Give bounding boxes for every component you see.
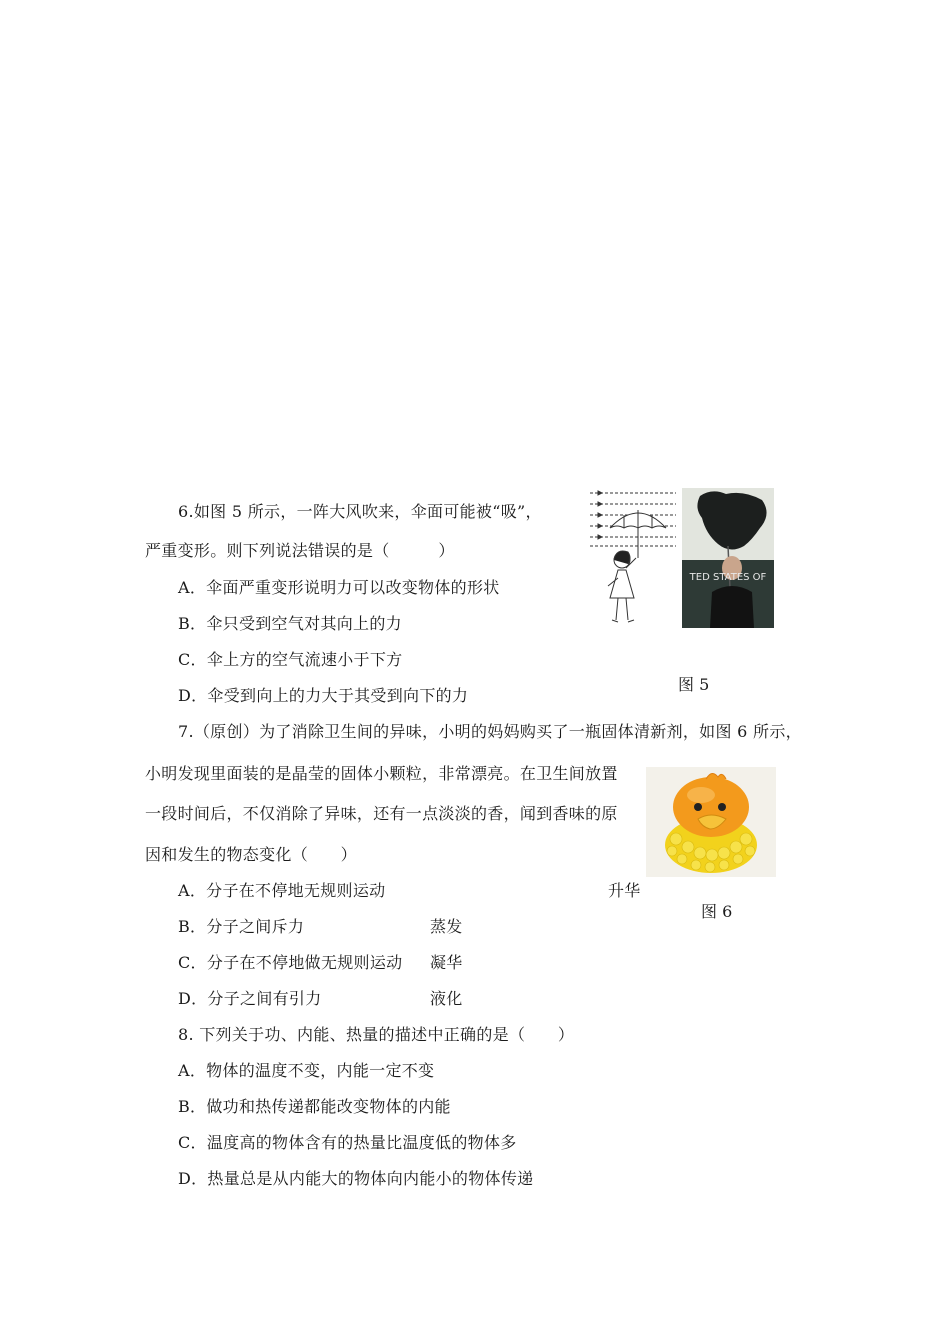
q6-stem-line1: 6.如图 5 所示，一阵大风吹来，伞面可能被“吸”，	[178, 502, 542, 521]
figure-5-caption: 图 5	[678, 675, 710, 694]
q8-option-a: A．物体的温度不变，内能一定不变	[178, 1061, 435, 1080]
q7-option-d	[178, 989, 322, 1009]
q8-option-b: B．做功和热传递都能改变物体的内能	[178, 1097, 451, 1116]
q7-option-d-text: D．分子之间有引力	[178, 989, 322, 1008]
figure-5-photo	[682, 488, 774, 628]
q7-stem-line2: 小明发现里面装的是晶莹的固体小颗粒，非常漂亮。在卫生间放置	[145, 764, 618, 783]
q6-option-a: A．伞面严重变形说明力可以改变物体的形状	[178, 578, 500, 597]
q7-option-c-state: 凝华	[430, 953, 463, 972]
q7-option-c-text: C．分子在不停地做无规则运动	[178, 953, 403, 972]
q7-option-c	[178, 953, 402, 973]
q6-option-d: D．伞受到向上的力大于其受到向下的力	[178, 686, 469, 705]
q7-stem-line1: 7.（原创）为了消除卫生间的异味，小明的妈妈购买了一瓶固体清新剂，如图 6 所示，	[178, 722, 802, 741]
q7-option-b-state: 蒸发	[430, 917, 463, 936]
q7-option-d-state: 液化	[430, 989, 463, 1008]
figure-5-photo-text: TED STATES OF	[689, 572, 767, 583]
q7-option-a-state: 升华	[608, 881, 641, 900]
q7-option-b	[178, 917, 304, 937]
q8-option-d: D．热量总是从内能大的物体向内能小的物体传递	[178, 1169, 534, 1188]
q7-stem-line4: 因和发生的物态变化（ ）	[145, 845, 357, 864]
q6-option-c: C．伞上方的空气流速小于下方	[178, 650, 403, 669]
q7-option-a-text: A．分子在不停地无规则运动	[178, 881, 386, 900]
q7-option-b-text: B．分子之间斥力	[178, 917, 305, 936]
q8-stem-line1: 8. 下列关于功、内能、热量的描述中正确的是（ ）	[178, 1025, 575, 1044]
figure-5-umbrella-sketch	[588, 488, 680, 630]
q6-stem-line2: 严重变形。则下列说法错误的是（ ）	[145, 541, 455, 560]
q7-stem-line3: 一段时间后，不仅消除了异味，还有一点淡淡的香，闻到香味的原	[145, 804, 618, 823]
q8-option-c: C．温度高的物体含有的热量比温度低的物体多	[178, 1133, 517, 1152]
q6-option-b: B．伞只受到空气对其向上的力	[178, 614, 402, 633]
q7-option-a	[178, 881, 641, 901]
figure-6-photo	[646, 767, 776, 877]
figure-6-caption: 图 6	[701, 902, 733, 921]
